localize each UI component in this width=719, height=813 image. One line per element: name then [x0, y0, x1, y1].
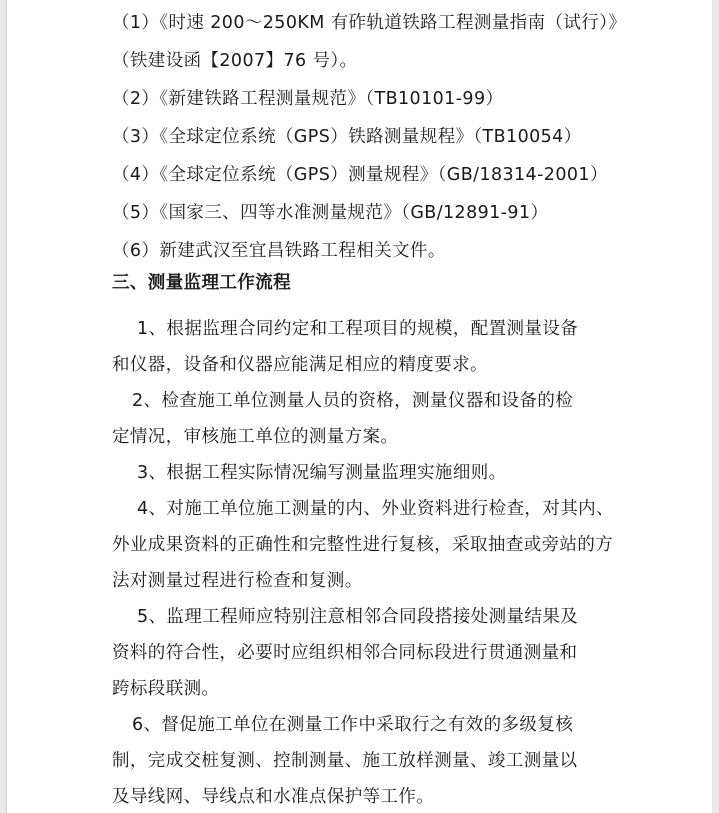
reference-item-1-cont: （铁建设函【2007】76 号）。	[112, 51, 358, 71]
step-4-line-3: 法对测量过程进行检查和复测。	[112, 571, 363, 591]
step-6-line-2: 制，完成交桩复测、控制测量、施工放样测量、竣工测量以	[112, 751, 578, 771]
step-6-line-3: 及导线网、导线点和水准点保护等工作。	[112, 787, 435, 807]
reference-item-4: （4）《全球定位系统（GPS）测量规程》（GB/18314-2001）	[112, 165, 608, 185]
section-heading: 三、测量监理工作流程	[112, 273, 291, 293]
step-5-line-2: 资料的符合性，必要时应组织相邻合同标段进行贯通测量和	[112, 643, 578, 663]
step-4-line-2: 外业成果资料的正确性和完整性进行复核，采取抽查或旁站的方	[112, 535, 614, 555]
step-5-line-3: 跨标段联测。	[112, 679, 220, 699]
reference-item-2: （2）《新建铁路工程测量规范》（TB10101-99）	[112, 89, 504, 109]
step-1-line-2: 和仪器，设备和仪器应能满足相应的精度要求。	[112, 355, 488, 375]
step-3-line-1: 3、根据工程实际情况编写测量监理实施细则。	[137, 463, 507, 483]
step-4-line-1: 4、对施工单位施工测量的内、外业资料进行检查，对其内、	[137, 499, 614, 519]
window-frame-right	[711, 0, 719, 813]
step-2-line-1: 2、检查施工单位测量人员的资格，测量仪器和设备的检	[132, 391, 574, 411]
step-5-line-1: 5、监理工程师应特别注意相邻合同段搭接处测量结果及	[137, 607, 579, 627]
reference-item-1: （1）《时速 200～250KM 有砟轨道铁路工程测量指南（试行）》	[112, 13, 627, 33]
reference-item-6: （6）新建武汉至宜昌铁路工程相关文件。	[112, 241, 446, 261]
reference-item-5: （5）《国家三、四等水准测量规范》（GB/12891-91）	[112, 203, 549, 223]
step-6-line-1: 6、督促施工单位在测量工作中采取行之有效的多级复核	[132, 715, 574, 735]
step-1-line-1: 1、根据监理合同约定和工程项目的规模，配置测量设备	[137, 319, 579, 339]
document-page	[7, 0, 712, 813]
window-frame-left	[0, 0, 7, 813]
step-2-line-2: 定情况，审核施工单位的测量方案。	[112, 427, 399, 447]
reference-item-3: （3）《全球定位系统（GPS）铁路测量规程》（TB10054）	[112, 127, 582, 147]
